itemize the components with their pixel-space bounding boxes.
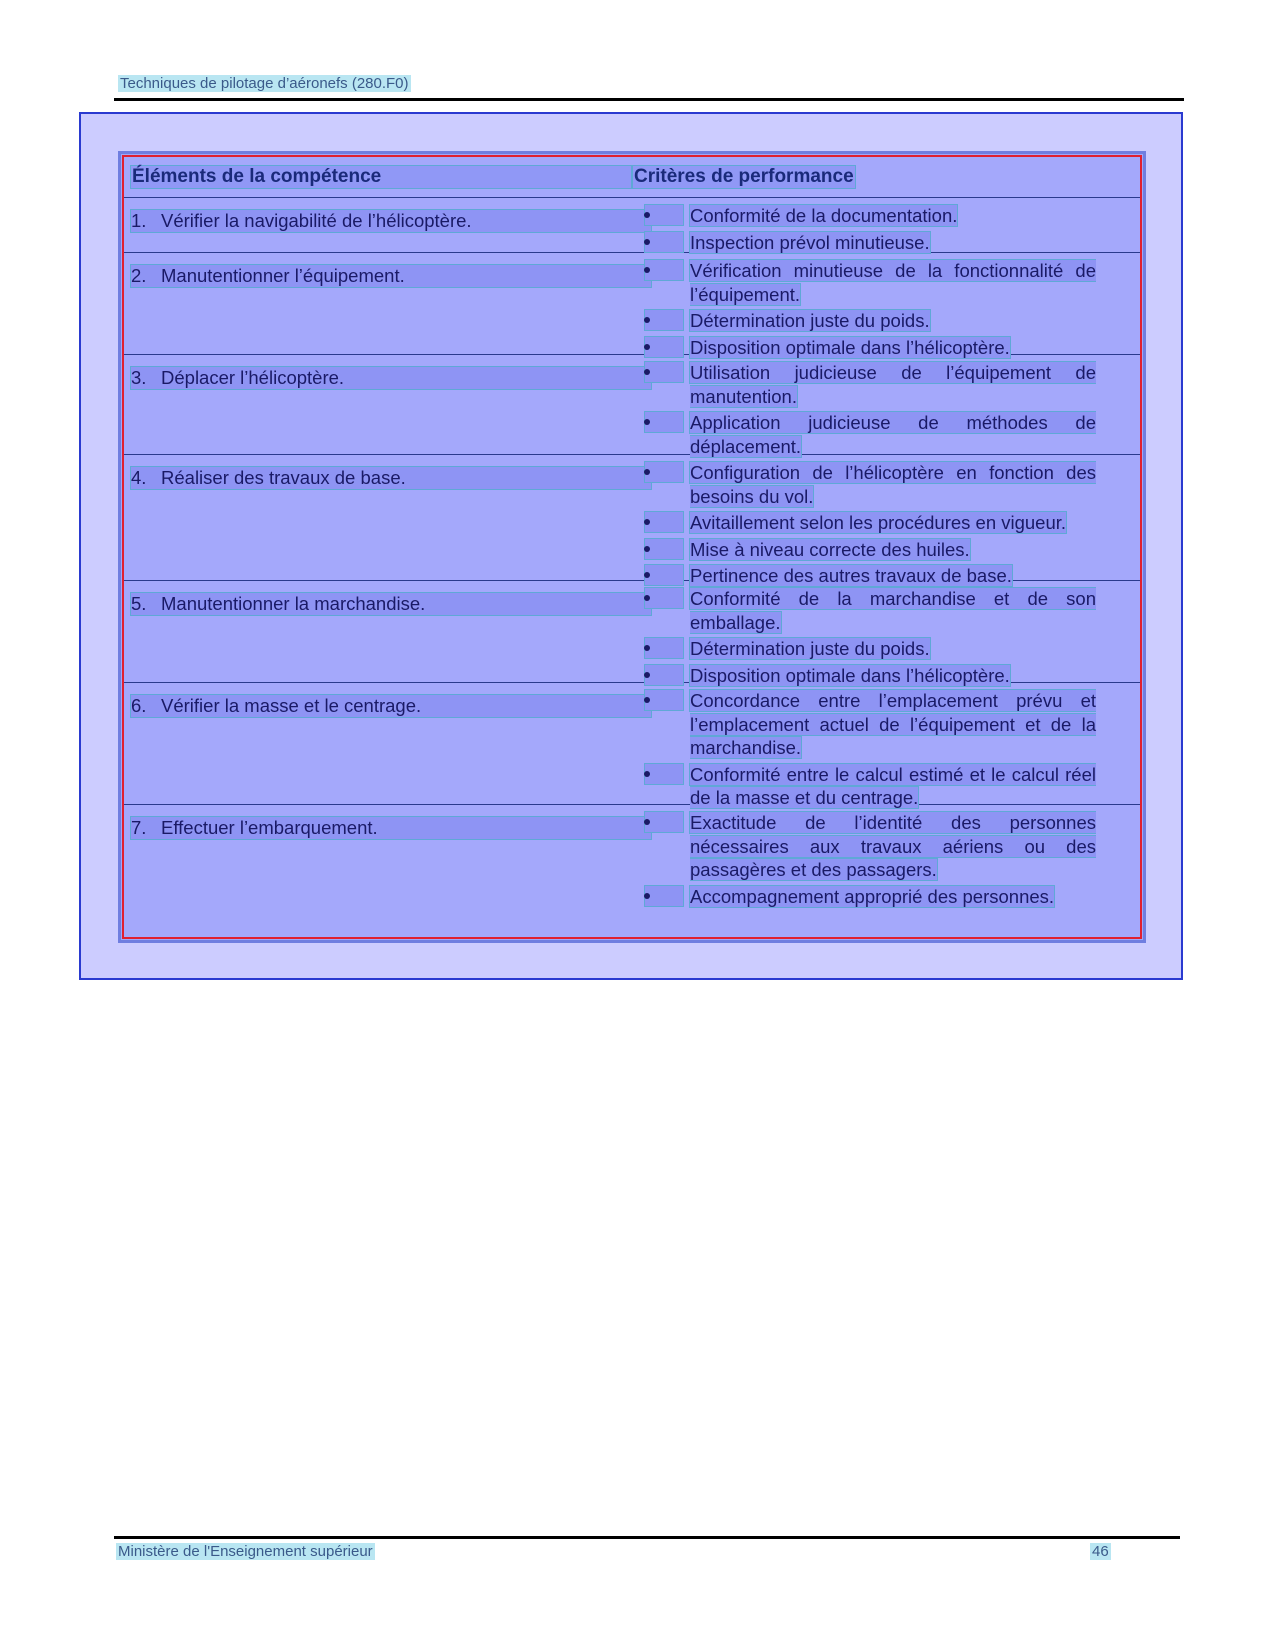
bullet-icon: [644, 231, 684, 253]
criterion-text-block: [690, 361, 1096, 408]
footer-ministry: Ministère de l'Enseignement supérieur: [118, 1543, 373, 1560]
criterion-item: [644, 309, 1132, 333]
criterion-text: Accompagnement approprié des personnes.: [690, 885, 1055, 907]
competence-element: [130, 466, 652, 490]
criterion-item: [644, 259, 1132, 306]
criterion-text-block: [690, 637, 1096, 661]
header-title: Techniques de pilotage d’aéronefs (280.F0): [120, 75, 409, 92]
criterion-text: Conformité de la marchandise et de son emballage.: [690, 588, 1096, 633]
bullet-icon: [644, 361, 684, 383]
criteria-cell: [644, 253, 1140, 358]
criteria-cell: [644, 455, 1140, 586]
criterion-item: [644, 885, 1132, 909]
page-header: [114, 70, 1184, 101]
criterion-text-block: [690, 885, 1096, 909]
bullet-icon: [644, 564, 684, 586]
criterion-item: [644, 231, 1132, 255]
element-text: Réaliser des travaux de base.: [161, 467, 406, 488]
criterion-item: [644, 689, 1132, 760]
criterion-text: Mise à niveau correcte des huiles.: [690, 538, 970, 560]
bullet-icon: [644, 259, 684, 281]
criterion-item: [644, 511, 1132, 535]
criterion-text: Disposition optimale dans l’hélicoptère.: [690, 336, 1010, 358]
bullet-icon: [644, 587, 684, 609]
bullet-icon: [644, 763, 684, 785]
element-number: 6.: [131, 695, 147, 716]
element-number: 4.: [131, 467, 147, 488]
criterion-text-block: [690, 511, 1096, 535]
criteria-cell: [644, 805, 1140, 907]
element-number: 1.: [131, 210, 147, 231]
criterion-text: Détermination juste du poids.: [690, 310, 930, 331]
element-cell: [124, 581, 644, 682]
table-row: [124, 253, 1140, 358]
criteria-list: [644, 361, 1132, 458]
bullet-icon: [644, 811, 684, 833]
criterion-item: [644, 538, 1132, 562]
criteria-cell: [644, 355, 1140, 457]
criteria-list: [644, 689, 1132, 810]
table-row: [124, 355, 1140, 455]
criterion-text: Configuration de l’hélicoptère en fonction des besoins du vol.: [690, 462, 1096, 507]
criterion-item: [644, 587, 1132, 634]
criterion-text-block: [690, 411, 1096, 458]
element-number: 5.: [131, 593, 147, 614]
criterion-text: Concordance entre l’emplacement prévu et l’emplacement actuel de l’équipement et de la marchandise.: [690, 690, 1096, 758]
bullet-icon: [644, 511, 684, 533]
criterion-text: Utilisation judicieuse de l’équipement de manutention.: [690, 362, 1096, 407]
criterion-text: Application judicieuse de méthodes de déplacement.: [690, 412, 1096, 457]
element-number: 3.: [131, 367, 147, 388]
competence-element: [130, 816, 652, 840]
criterion-text: Exactitude de l’identité des personnes nécessaires aux travaux aériens ou des passagères et des passagers.: [690, 812, 1096, 880]
bullet-icon: [644, 689, 684, 711]
criteria-list: [644, 204, 1132, 254]
element-cell: [124, 455, 644, 580]
competence-element: [130, 366, 652, 390]
criterion-text-block: [690, 811, 1096, 882]
criterion-text-block: [690, 689, 1096, 760]
bullet-icon: [644, 309, 684, 331]
table-row: [124, 581, 1140, 686]
criterion-text-block: [690, 309, 1096, 333]
criterion-text: Avitaillement selon les procédures en vigueur.: [690, 512, 1067, 533]
criterion-text: Disposition optimale dans l’hélicoptère.: [690, 664, 1010, 686]
criterion-item: [644, 811, 1132, 882]
bullet-icon: [644, 637, 684, 659]
criterion-text-block: [690, 259, 1096, 306]
criterion-text-block: [690, 763, 1096, 810]
element-cell: [124, 683, 644, 804]
bullet-icon: [644, 664, 684, 686]
criterion-text: Conformité entre le calcul estimé et le calcul réel de la masse et du centrage.: [690, 763, 1096, 808]
competence-element: [130, 264, 652, 288]
competence-element: [130, 592, 652, 616]
criterion-text: Conformité de la documentation.: [690, 205, 958, 226]
criterion-item: [644, 461, 1132, 508]
table-row: [124, 805, 1140, 907]
footer-rule: [114, 1536, 1180, 1539]
criterion-text-block: [690, 461, 1096, 508]
criterion-text: Détermination juste du poids.: [690, 638, 930, 659]
element-cell: [124, 355, 644, 454]
page-number: 46: [1092, 1543, 1109, 1560]
criterion-text-block: [690, 204, 1096, 228]
competence-element: [130, 694, 652, 718]
bullet-icon: [644, 204, 684, 226]
table-row: [124, 455, 1140, 586]
criteria-cell: [644, 198, 1140, 252]
criterion-text: Vérification minutieuse de la fonctionnalité de l’équipement.: [690, 260, 1096, 305]
bullet-icon: [644, 461, 684, 483]
criterion-text-block: [690, 231, 1096, 255]
criteria-list: [644, 259, 1132, 359]
competence-element: [130, 209, 652, 233]
competence-table: [122, 155, 1142, 939]
column-header-criteria: Critères de performance: [634, 166, 854, 187]
element-number: 7.: [131, 817, 147, 838]
element-cell: [124, 805, 644, 903]
element-cell: [124, 253, 644, 354]
criterion-text: Pertinence des autres travaux de base.: [690, 565, 1012, 586]
criteria-list: [644, 461, 1132, 588]
criterion-text: Inspection prévol minutieuse.: [690, 231, 930, 253]
element-cell: [124, 198, 644, 252]
bullet-icon: [644, 885, 684, 907]
bullet-icon: [644, 538, 684, 560]
element-text: Manutentionner l’équipement.: [161, 265, 405, 286]
table-header: [124, 157, 1140, 198]
column-header-elements: Éléments de la compétence: [130, 165, 632, 189]
criterion-text-block: [690, 538, 1096, 562]
element-text: Vérifier la navigabilité de l’hélicoptère.: [161, 210, 472, 231]
criteria-list: [644, 587, 1132, 687]
bullet-icon: [644, 336, 684, 358]
element-text: Vérifier la masse et le centrage.: [161, 695, 422, 716]
criterion-item: [644, 204, 1132, 228]
criteria-cell: [644, 581, 1140, 686]
element-text: Déplacer l’hélicoptère.: [161, 367, 345, 388]
criterion-text-block: [690, 587, 1096, 634]
criterion-item: [644, 411, 1132, 458]
element-number: 2.: [131, 265, 147, 286]
criteria-cell: [644, 683, 1140, 808]
criterion-item: [644, 637, 1132, 661]
table-row: [124, 198, 1140, 253]
element-text: Effectuer l’embarquement.: [161, 817, 378, 838]
criterion-item: [644, 361, 1132, 408]
table-row: [124, 683, 1140, 808]
bullet-icon: [644, 411, 684, 433]
criteria-list: [644, 811, 1132, 908]
element-text: Manutentionner la marchandise.: [161, 593, 426, 614]
criterion-item: [644, 763, 1132, 810]
